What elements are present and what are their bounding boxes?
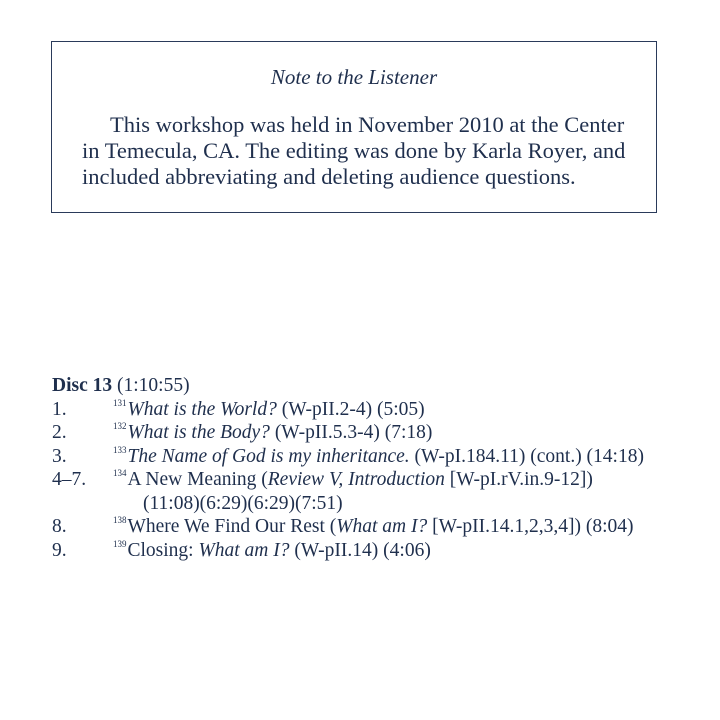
track-number: 2. bbox=[52, 422, 67, 443]
track-detail: (W-pII.14) (4:06) bbox=[289, 539, 431, 561]
note-line: included abbreviating and deleting audience questions. bbox=[82, 164, 576, 189]
track-title: A New Meaning ( bbox=[127, 469, 268, 490]
disc-duration: (1:10:55) bbox=[117, 375, 190, 396]
track-row bbox=[52, 515, 692, 539]
track-detail: (W-pII.2-4) (5:05) bbox=[276, 398, 425, 420]
track-row-continuation bbox=[52, 492, 692, 516]
note-line: This workshop was held in November 2010 at the Center bbox=[110, 112, 625, 137]
track-title: What is the World? bbox=[127, 398, 277, 420]
lesson-ref: 133 bbox=[113, 444, 127, 455]
track-title: Where We Find Our Rest ( bbox=[127, 516, 337, 537]
disc-track-list bbox=[52, 374, 692, 562]
track-detail: [W-pI.rV.in.9-12]) bbox=[444, 469, 593, 490]
note-title: Note to the Listener bbox=[270, 65, 438, 89]
note-body bbox=[82, 112, 652, 190]
lesson-ref: 134 bbox=[113, 468, 127, 478]
track-number: 9. bbox=[52, 539, 67, 561]
track-number: 3. bbox=[52, 445, 67, 467]
track-title: What is the Body? bbox=[127, 422, 270, 443]
disc-heading bbox=[52, 374, 692, 398]
track-detail: (W-pI.184.11) (cont.) (14:18) bbox=[409, 445, 644, 467]
track-durations: (11:08)(6:29)(6:29)(7:51) bbox=[143, 492, 343, 514]
track-subtitle: Review V, Introduction bbox=[267, 469, 445, 490]
track-number: 4–7. bbox=[52, 469, 87, 490]
track-row bbox=[52, 445, 692, 469]
track-title: The Name of God is my inheritance. bbox=[127, 445, 410, 467]
track-number: 8. bbox=[52, 516, 67, 537]
lesson-ref: 132 bbox=[113, 421, 127, 431]
track-row bbox=[52, 468, 692, 492]
lesson-ref: 131 bbox=[113, 397, 127, 408]
track-detail: [W-pII.14.1,2,3,4]) (8:04) bbox=[427, 516, 634, 537]
note-box bbox=[51, 41, 657, 213]
track-subtitle: What am I? bbox=[198, 539, 290, 561]
track-detail: (W-pII.5.3-4) (7:18) bbox=[269, 422, 433, 443]
note-line: in Temecula, CA. The editing was done by Karla Royer, and bbox=[82, 138, 626, 163]
track-number: 1. bbox=[52, 398, 67, 420]
lesson-ref: 138 bbox=[113, 515, 127, 525]
track-row bbox=[52, 539, 692, 563]
track-row bbox=[52, 421, 692, 445]
lesson-ref: 139 bbox=[113, 538, 127, 549]
track-row bbox=[52, 398, 692, 422]
track-title: Closing: bbox=[127, 539, 199, 561]
disc-label: Disc 13 bbox=[52, 375, 113, 396]
track-subtitle: What am I? bbox=[336, 516, 428, 537]
track-entry bbox=[113, 539, 431, 566]
